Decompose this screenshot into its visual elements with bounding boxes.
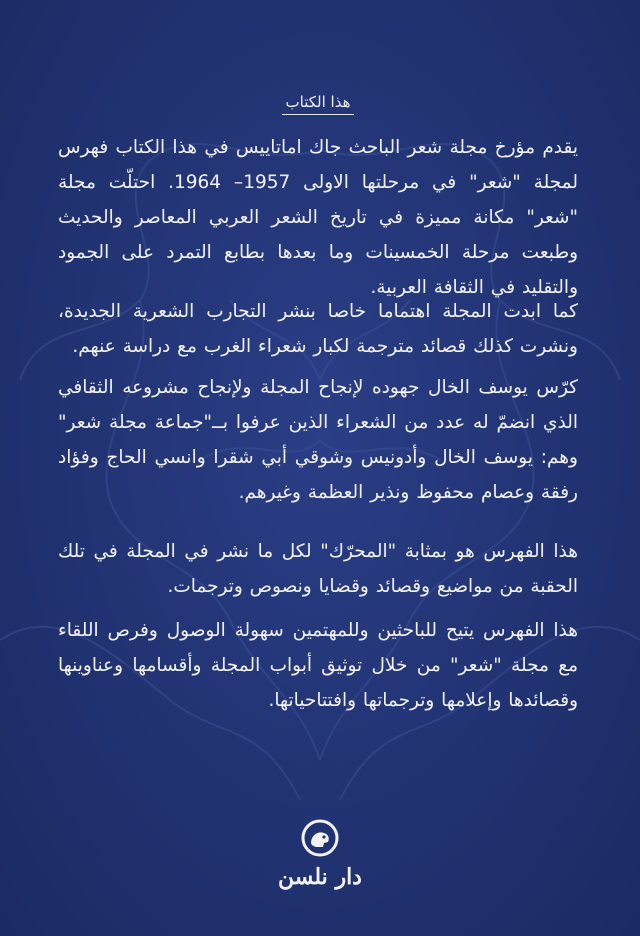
- paragraph-index-access: هذا الفهرس يتيح للباحثين وللمهتمين سهولة الوصول وفرص اللقاء مع مجلة "شعر" من خلال توثيق أبواب المجلة وأقسامها وعناوينها وقصائدها وإعلامها وترجماتها وافتتاحياتها.: [58, 620, 578, 711]
- paragraph-intro: يقدم مؤرخ مجلة شعر الباحث جاك اماتاييس في هذا الكتاب فهرس لمجلة "شعر" في مرحلتها الاولى 1957– 1964. احتلّت مجلة "شعر" مكانة مميزة في تاريخ الشعر العربي المعاصر والحديث وطبعت مرحلة الخمسينات وما بعدها بطابع التمرد على الجمود والتقليد في الثقافة العربية.: [58, 137, 578, 298]
- paragraph-founders: كرّس يوسف الخال جهوده لإنجاح المجلة ولإنجاح مشروعه الثقافي الذي انضمّ له عدد من الشعراء الذين عرفوا بــ"جماعة مجلة شعر" وهم: يوسف الخال وأدونيس وشوقي أبي شقرا وانسي الحاج وفؤاد رفقة وعصام محفوظ ونذير العظمة وغيرهم.: [58, 377, 578, 503]
- paragraph-index-role: هذا الفهرس هو بمثابة "المحرّك" لكل ما نشر في المجلة في تلك الحقبة من مواضيع وقصائد وقضايا ونصوص وترجمات.: [58, 541, 578, 597]
- publisher-name: دار نلسن: [278, 864, 362, 890]
- publisher-block: [270, 818, 370, 890]
- heading-text: هذا الكتاب: [282, 93, 355, 115]
- paragraph-translations: كما ابدت المجلة اهتماما خاصا بنشر التجارب الشعرية الجديدة، ونشرت كذلك قصائد مترجمة لكبار شعراء الغرب مع دراسة عنهم.: [58, 301, 578, 357]
- publisher-logo-icon: [300, 818, 340, 858]
- section-heading: [58, 93, 578, 115]
